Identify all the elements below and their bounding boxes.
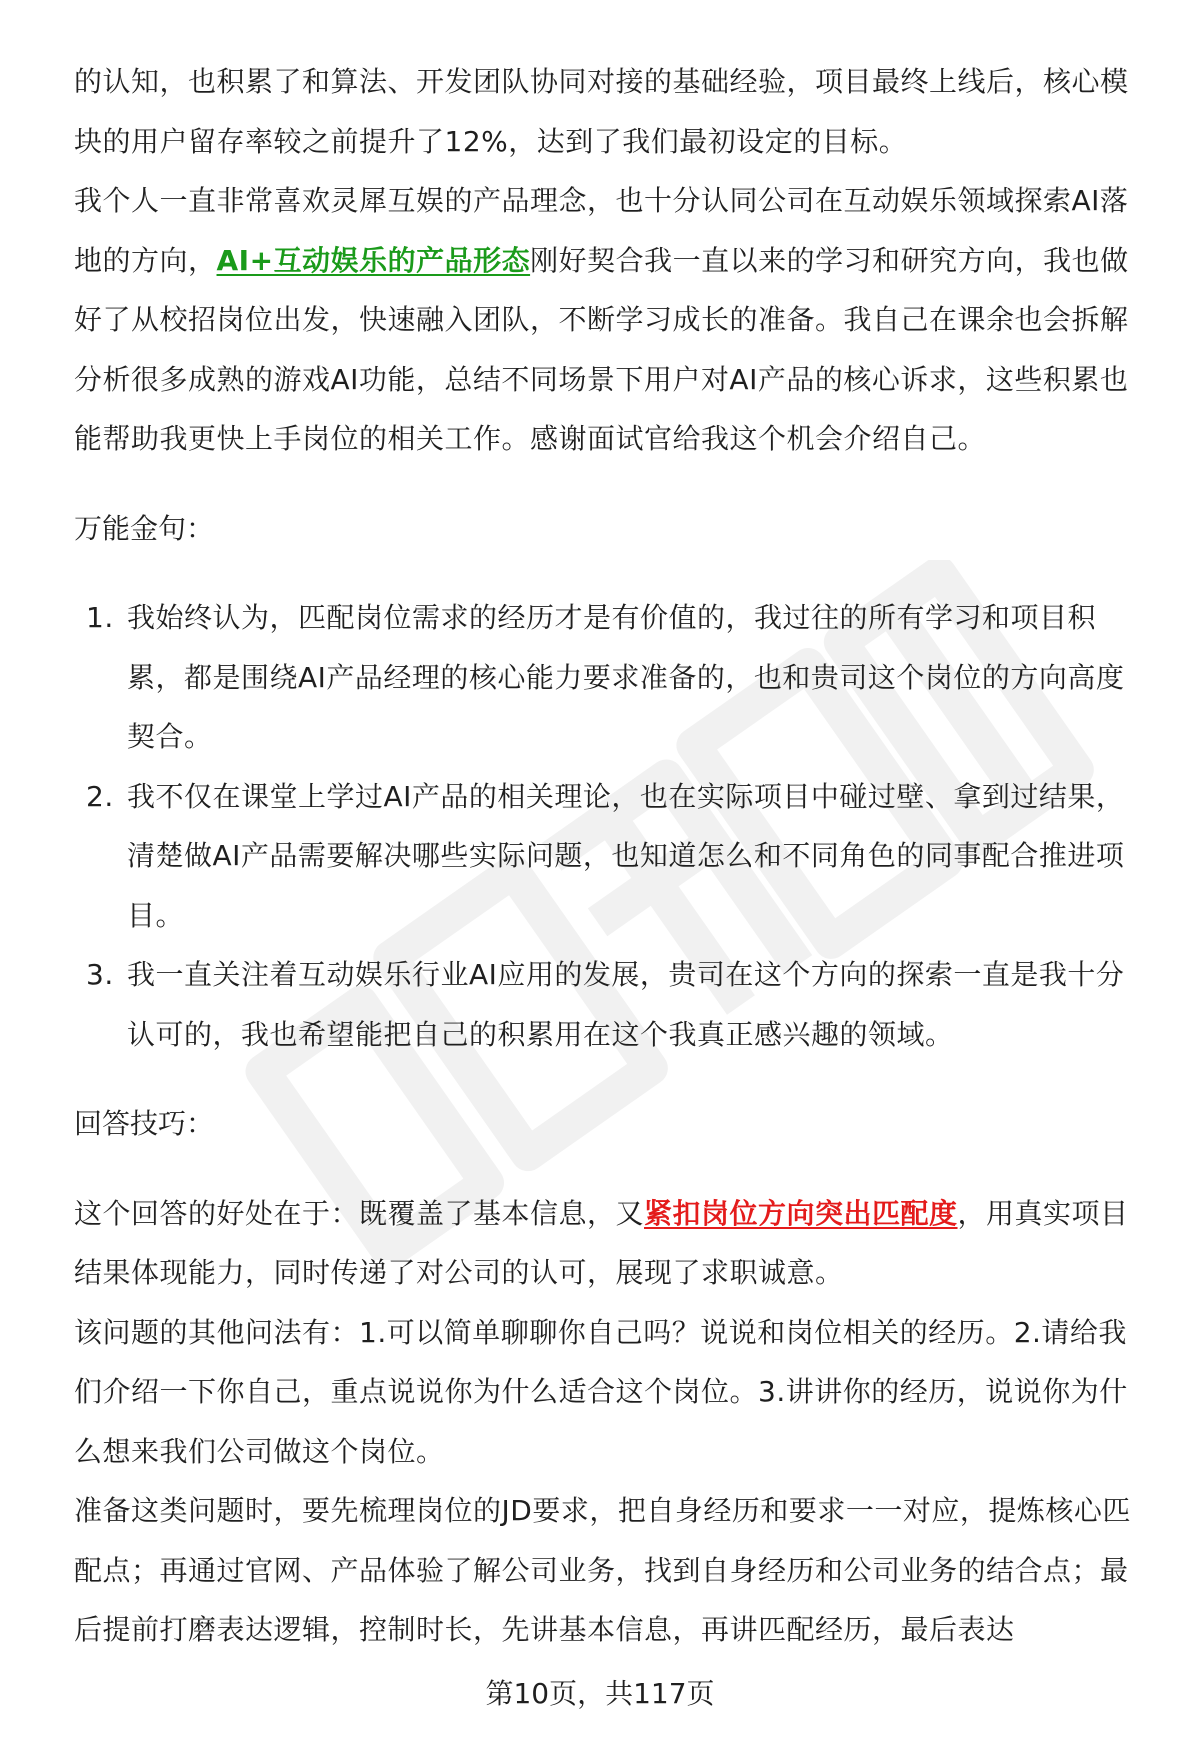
list-item-text: 我不仅在课堂上学过AI产品的相关理论，也在实际项目中碰过壁、拿到过结果，清楚做AI产品需要解决哪些实际问题，也知道怎么和不同角色的同事配合推进项目。	[127, 779, 1125, 932]
tips-paragraph-3: 准备这类问题时，要先梳理岗位的JD要求，把自身经历和要求一一对应，提炼核心匹配点；再通过官网、产品体验了解公司业务，找到自身经历和公司业务的结合点；最后提前打磨表达逻辑，控制时长，先讲基本信息，再讲匹配经历，最后表达	[74, 1494, 1131, 1646]
intro-paragraph-2-start: 我个人一直非常喜欢灵犀互娱的产品理念，也十分认同公司在互动娱乐领域探索AI落地的方向，	[74, 184, 1129, 277]
list-item	[74, 945, 1144, 1064]
list-item	[74, 588, 1144, 767]
golden-sentences-heading: 万能金句：	[74, 511, 215, 545]
answer-tips-heading: 回答技巧：	[74, 1107, 215, 1140]
list-item-number: 2.	[86, 779, 114, 813]
page-number: 第10页，共117页	[485, 1677, 715, 1710]
tips-paragraph-2: 该问题的其他问法有：1.可以简单聊聊你自己吗？说说和岗位相关的经历。2.请给我们介绍一下你自己，重点说说你为什么适合这个岗位。3.讲讲你的经历，说说你为什么想来我们公司做这个岗位。	[74, 1315, 1128, 1468]
tips-paragraph-1-end: ，用真实项目结果体现能力，同时传递了对公司的认可，展现了求职诚意。	[74, 1196, 1129, 1289]
list-item-number: 3.	[86, 958, 114, 991]
highlight-product-form: AI+互动娱乐的产品形态	[216, 243, 531, 277]
golden-sentences-list	[74, 588, 1144, 1064]
tips-paragraph-1-start: 这个回答的好处在于：既覆盖了基本信息，又	[74, 1196, 645, 1230]
intro-paragraph-2	[74, 171, 1144, 469]
list-item	[74, 767, 1144, 946]
intro-paragraph-2-end: 刚好契合我一直以来的学习和研究方向，我也做好了从校招岗位出发，快速融入团队，不断学习成长的准备。我自己在课余也会拆解分析很多成熟的游戏AI功能，总结不同场景下用户对AI产品的核心诉求，这些积累也能帮助我更快上手岗位的相关工作。感谢面试官给我这个机会介绍自己。	[74, 243, 1129, 455]
intro-paragraph-1: 的认知，也积累了和算法、开发团队协同对接的基础经验，项目最终上线后，核心模块的用户留存率较之前提升了12%，达到了我们最初设定的目标。	[74, 65, 1129, 158]
highlight-match-degree: 紧扣岗位方向突出匹配度	[644, 1196, 958, 1230]
document-body	[74, 52, 1144, 1660]
list-item-text: 我始终认为，匹配岗位需求的经历才是有价值的，我过往的所有学习和项目积累，都是围绕AI产品经理的核心能力要求准备的，也和贵司这个岗位的方向高度契合。	[127, 601, 1125, 753]
tips-paragraph-1	[74, 1184, 1144, 1303]
list-item-number: 1.	[86, 601, 114, 634]
list-item-text: 我一直关注着互动娱乐行业AI应用的发展，贵司在这个方向的探索一直是我十分认可的，我也希望能把自己的积累用在这个我真正感兴趣的领域。	[127, 958, 1125, 1051]
